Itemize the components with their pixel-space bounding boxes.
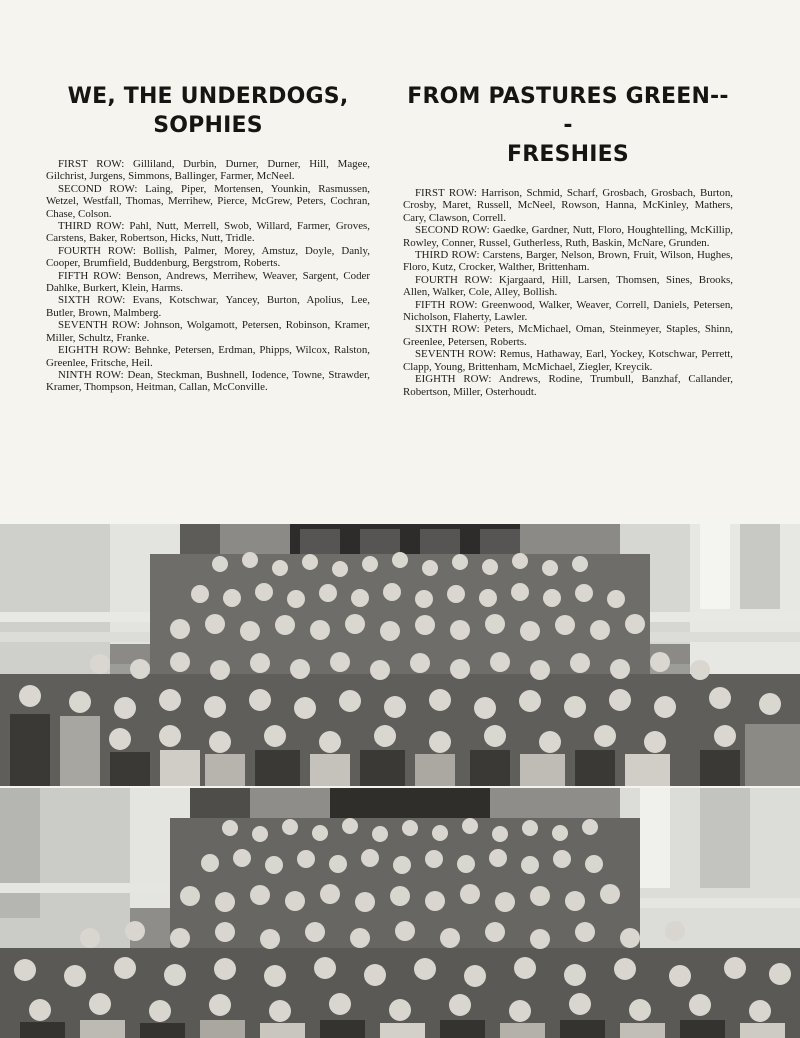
roster-row: FIFTH ROW: Greenwood, Walker, Weaver, Correll, Daniels, Petersen, Nicholson, Flaherty, Lawler. — [403, 298, 733, 324]
roster-row: FOURTH ROW: Bollish, Palmer, Morey, Amstuz, Doyle, Danly, Cooper, Brumfield, Buddenburg, Bergstrom, Roberts. — [46, 244, 370, 270]
sophomore-heading-line2: SOPHIES — [153, 113, 263, 138]
roster-row: SECOND ROW: Laing, Piper, Mortensen, Younkin, Rasmussen, Wetzel, Westfall, Thomas, Merrihew, Pierce, McGrew, Peters, Cochran, Chase, Colson. — [46, 182, 370, 220]
roster-row: SEVENTH ROW: Remus, Hathaway, Earl, Yockey, Kotschwar, Perrett, Clapp, Young, Brittenham, McMichael, Ziegler, Kreycik. — [403, 348, 733, 373]
freshman-roster — [403, 187, 733, 398]
freshman-heading-line1: FROM PASTURES GREEN--- — [407, 84, 729, 138]
sophomore-roster — [46, 158, 370, 394]
roster-row: EIGHTH ROW: Andrews, Rodine, Trumbull, Banzhaf, Callander, Robertson, Miller, Osterhoudt. — [403, 373, 733, 398]
sophomore-heading — [46, 82, 370, 140]
freshman-section — [403, 82, 733, 398]
roster-row: EIGHTH ROW: Behnke, Petersen, Erdman, Phipps, Wilcox, Ralston, Greenlee, Fritsche, Heil. — [46, 344, 370, 369]
roster-row: THIRD ROW: Pahl, Nutt, Merrell, Swob, Willard, Farmer, Groves, Carstens, Baker, Robertson, Hicks, Nutt, Tridle. — [46, 220, 370, 245]
freshman-group-photo — [0, 788, 800, 1038]
freshman-heading-line2: FRESHIES — [507, 142, 629, 167]
roster-row: NINTH ROW: Dean, Steckman, Bushnell, Iodence, Towne, Strawder, Kramer, Thompson, Heitman, Callan, McConville. — [46, 368, 370, 394]
roster-row: SIXTH ROW: Evans, Kotschwar, Yancey, Burton, Apolius, Lee, Butler, Brown, Malmberg. — [46, 294, 370, 319]
sophomore-heading-line1: WE, THE UNDERDOGS, — [67, 84, 349, 109]
sophomore-group-photo — [0, 524, 800, 786]
sophomore-section — [46, 82, 370, 394]
roster-row: SIXTH ROW: Peters, McMichael, Oman, Steinmeyer, Staples, Shinn, Greenlee, Petersen, Roberts. — [403, 323, 733, 348]
roster-row: SEVENTH ROW: Johnson, Wolgamott, Petersen, Robinson, Kramer, Miller, Schultz, Franke. — [46, 319, 370, 344]
roster-row: THIRD ROW: Carstens, Barger, Nelson, Brown, Fruit, Wilson, Hughes, Floro, Kutz, Crocker, Walther, Brittenham. — [403, 249, 733, 274]
roster-row: SECOND ROW: Gaedke, Gardner, Nutt, Floro, Houghtelling, McKillip, Rowley, Conner, Russel, Gutherless, Ruth, Baskin, McNare, Grunden. — [403, 224, 733, 249]
roster-row: FOURTH ROW: Kjargaard, Hill, Larsen, Thomsen, Sines, Brooks, Allen, Walker, Cole, Alley, Bollish. — [403, 273, 733, 299]
freshman-heading — [403, 82, 733, 169]
roster-row: FIFTH ROW: Benson, Andrews, Merrihew, Weaver, Sargent, Coder Dahlke, Burkert, Klein, Harms. — [46, 269, 370, 295]
roster-row: FIRST ROW: Harrison, Schmid, Scharf, Grosbach, Grosbach, Burton, Crosby, Maret, Russell, McNeel, Rowson, Hanna, McKinley, Mathers, Cary, Clawson, Correll. — [403, 187, 733, 224]
roster-row: FIRST ROW: Gilliland, Durbin, Durner, Durner, Hill, Magee, Gilchrist, Jurgens, Simmons, Ballinger, Farmer, McNeel. — [46, 158, 370, 183]
